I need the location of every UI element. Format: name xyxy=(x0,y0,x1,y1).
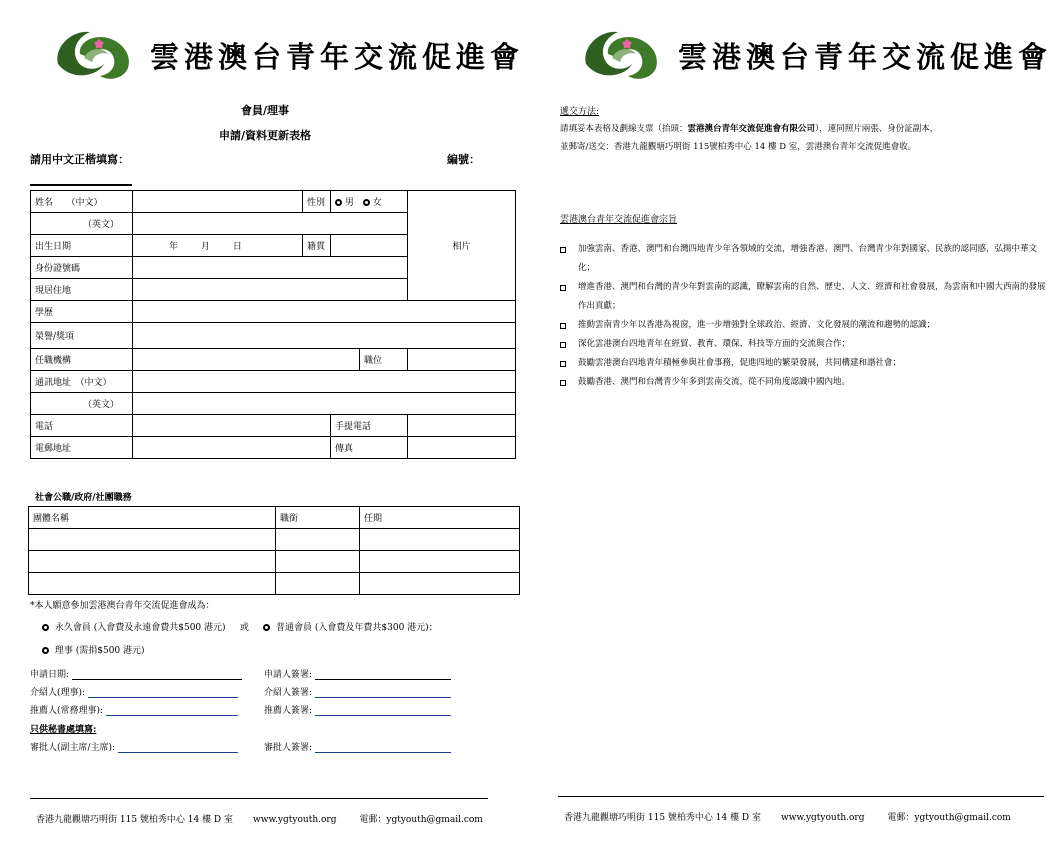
approver-sign-label: 審批人簽署: xyxy=(264,743,313,753)
table-row xyxy=(29,529,520,551)
personal-info-table xyxy=(30,190,516,459)
footer-address: 香港九龍觀塘巧明街 115 號柏秀中心 14 樓 D 室 xyxy=(36,815,234,825)
sig-row-3 xyxy=(30,703,238,716)
org-logo-icon xyxy=(578,24,668,86)
phone-label: 電話 xyxy=(31,415,133,437)
approver-field[interactable] xyxy=(118,743,238,753)
ps-cell[interactable] xyxy=(276,551,360,573)
list-item: 鼓勵雲港澳台四地青年積極參與社會事務，促進四地的繁榮發展，共同構建和諧社會； xyxy=(560,354,1050,373)
day-label: 日 xyxy=(232,242,242,252)
footer-email[interactable]: 電郵：ygtyouth@gmail.com xyxy=(887,813,1011,823)
office-only-label: 只供秘書處填寫: xyxy=(30,725,97,735)
mail-en-label: （英文） xyxy=(31,393,133,415)
table-row xyxy=(29,573,520,595)
public-service-heading: 社會公職/政府/社團職務 xyxy=(35,493,132,503)
apply-date-field[interactable] xyxy=(72,670,242,680)
submission-line1-c: ），連同照片兩張、身份証副本， xyxy=(815,124,939,134)
sig-row-3b xyxy=(264,703,451,716)
honors-field[interactable] xyxy=(133,323,516,349)
divider xyxy=(30,184,132,186)
applicant-sign-field[interactable] xyxy=(315,670,451,680)
male-label: 男 xyxy=(345,198,355,208)
education-label: 學歷 xyxy=(31,301,133,323)
sig-row-2 xyxy=(30,685,238,698)
mail-en-field[interactable] xyxy=(133,393,516,415)
ps-cell[interactable] xyxy=(360,529,520,551)
list-item: 深化雲港澳台四地青年在經貿、教育、環保、科技等方面的交流與合作； xyxy=(560,335,1050,354)
introducer-label: 介紹人(理事): xyxy=(30,688,86,698)
sig-row-4b xyxy=(264,740,451,753)
approver-label: 審批人(副主席/主席): xyxy=(30,743,116,753)
nominator-sign-label: 推薦人簽署: xyxy=(264,706,313,716)
nominator-field[interactable] xyxy=(106,706,238,716)
public-service-table xyxy=(28,506,520,595)
submission-line2: 並郵寄/送交：香港九龍觀塘巧明街 115號柏秀中心 14 樓 D 室，雲港澳台青年交流促進會收。 xyxy=(560,142,917,152)
address-field[interactable] xyxy=(133,279,408,301)
info-page xyxy=(530,0,1060,866)
employer-label: 任職機構 xyxy=(31,349,133,371)
dob-field[interactable] xyxy=(133,235,303,257)
year-label: 年 xyxy=(169,242,179,252)
footer xyxy=(36,812,483,825)
male-radio[interactable] xyxy=(335,199,342,206)
ps-cell[interactable] xyxy=(29,573,276,595)
introducer-field[interactable] xyxy=(88,688,238,698)
footer-divider xyxy=(558,796,1044,797)
position-field[interactable] xyxy=(408,349,516,371)
ordinary-member-radio[interactable] xyxy=(263,624,270,631)
id-number-label: 身份證號碼 xyxy=(31,257,133,279)
gender-options xyxy=(331,191,408,213)
fax-field[interactable] xyxy=(408,437,516,459)
director-label: 理事 (需捐$500 港元) xyxy=(54,646,145,656)
instruction-label: 請用中文正楷填寫： xyxy=(30,153,129,166)
ps-cell[interactable] xyxy=(29,529,276,551)
name-en-label: （英文） xyxy=(31,213,133,235)
nominator-sign-field[interactable] xyxy=(315,706,451,716)
payee-name: 雲港澳台青年交流促進會有限公司 xyxy=(687,124,816,134)
footer xyxy=(564,810,1011,823)
email-field[interactable] xyxy=(133,437,331,459)
org-name: 雲港澳台青年交流促進會 xyxy=(678,39,1053,74)
org-name: 雲港澳台青年交流促進會 xyxy=(150,39,525,74)
director-radio[interactable] xyxy=(42,647,49,654)
org-header xyxy=(50,22,524,88)
name-cn-label: 姓名 （中文） xyxy=(31,191,133,213)
ps-col-title: 職銜 xyxy=(276,507,360,529)
native-place-label: 籍貫 xyxy=(303,235,331,257)
form-title-line2: 申請/資料更新表格 xyxy=(218,129,312,142)
photo-label: 相片 xyxy=(452,242,471,252)
female-label: 女 xyxy=(372,198,382,208)
ps-cell[interactable] xyxy=(29,551,276,573)
dob-label: 出生日期 xyxy=(31,235,133,257)
submission-line1 xyxy=(560,122,938,134)
org-logo-icon xyxy=(50,24,140,86)
membership-options-row2 xyxy=(42,643,145,656)
list-item: 增進香港、澳門和台灣的青少年對雲南的認識，瞭解雲南的自然、歷史、人文、經濟和社會發展，為雲南和中國大西南的發展作出貢獻； xyxy=(560,278,1050,316)
apply-date-label: 申請日期: xyxy=(30,670,70,680)
approver-sign-field[interactable] xyxy=(315,743,451,753)
ps-cell[interactable] xyxy=(360,573,520,595)
female-radio[interactable] xyxy=(363,199,370,206)
introducer-sign-label: 介紹人簽署: xyxy=(264,688,313,698)
mission-heading: 雲港澳台青年交流促進會宗旨 xyxy=(560,215,678,225)
footer-address: 香港九龍觀塘巧明街 115 號柏秀中心 14 樓 D 室 xyxy=(564,813,762,823)
applicant-sign-label: 申請人簽署: xyxy=(264,670,313,680)
gender-label: 性別 xyxy=(303,191,331,213)
permanent-member-radio[interactable] xyxy=(42,624,49,631)
ps-cell[interactable] xyxy=(276,573,360,595)
mobile-label: 手提電話 xyxy=(331,415,408,437)
footer-divider xyxy=(30,798,488,799)
sig-row-1b xyxy=(264,667,451,680)
address-label: 現居住地 xyxy=(31,279,133,301)
footer-email[interactable]: 電郵：ygtyouth@gmail.com xyxy=(359,815,483,825)
list-item: 鼓勵香港、澳門和台灣青少年多到雲南交流，從不同角度認識中國內地。 xyxy=(560,373,1050,392)
email-label: 電郵地址 xyxy=(31,437,133,459)
employer-field[interactable] xyxy=(133,349,360,371)
introducer-sign-field[interactable] xyxy=(315,688,451,698)
list-item: 推動雲南青少年以香港為視窗，進一步增強對全球政治、經濟、文化發展的潮流和趨勢的認識； xyxy=(560,316,1050,335)
native-place-field[interactable] xyxy=(331,235,408,257)
mail-cn-field[interactable] xyxy=(133,371,516,393)
sig-row-2b xyxy=(264,685,451,698)
form-title-line1: 會員/理事 xyxy=(240,104,290,117)
photo-box[interactable] xyxy=(408,191,516,301)
position-label: 職位 xyxy=(360,349,408,371)
ordinary-member-label: 普通會員 (入會費及年費共$300 港元)； xyxy=(276,623,438,633)
name-cn-field[interactable] xyxy=(133,191,303,213)
org-header xyxy=(578,22,1052,88)
id-number-field[interactable] xyxy=(133,257,408,279)
name-en-field[interactable] xyxy=(133,213,408,235)
education-field[interactable] xyxy=(133,301,516,323)
ps-col-org: 團體名稱 xyxy=(29,507,276,529)
permanent-member-label: 永久會員 (入會費及永遠會費共$500 港元) xyxy=(54,623,226,633)
ps-cell[interactable] xyxy=(360,551,520,573)
membership-options-row1 xyxy=(42,620,438,633)
footer-website[interactable]: www.ygtyouth.org xyxy=(253,815,337,825)
ps-cell[interactable] xyxy=(276,529,360,551)
phone-field[interactable] xyxy=(133,415,331,437)
list-item: 加強雲南、香港、澳門和台灣四地青少年各領域的交流，增強香港、澳門、台灣青少年對國家、民族的認同感，弘揚中華文化； xyxy=(560,240,1050,278)
join-statement: *本人願意參加雲港澳台青年交流促進會成為： xyxy=(30,601,215,611)
ps-col-term: 任期 xyxy=(360,507,520,529)
submission-heading: 遞交方法: xyxy=(560,107,600,117)
sig-row-1 xyxy=(30,667,242,680)
table-row xyxy=(29,551,520,573)
footer-website[interactable]: www.ygtyouth.org xyxy=(781,813,865,823)
or-label: 或 xyxy=(239,623,249,633)
month-label: 月 xyxy=(200,242,210,252)
honors-label: 榮譽/獎項 xyxy=(31,323,133,349)
submission-line1-a: 請填妥本表格及劃線支票（抬頭： xyxy=(560,124,688,134)
nominator-label: 推薦人(常務理事): xyxy=(30,706,104,716)
form-number-label: 編號： xyxy=(447,153,480,166)
mobile-field[interactable] xyxy=(408,415,516,437)
fax-label: 傳真 xyxy=(331,437,408,459)
mission-list xyxy=(560,240,1050,392)
sig-row-4 xyxy=(30,740,238,753)
mail-cn-label: 通訊地址 （中文） xyxy=(31,371,133,393)
